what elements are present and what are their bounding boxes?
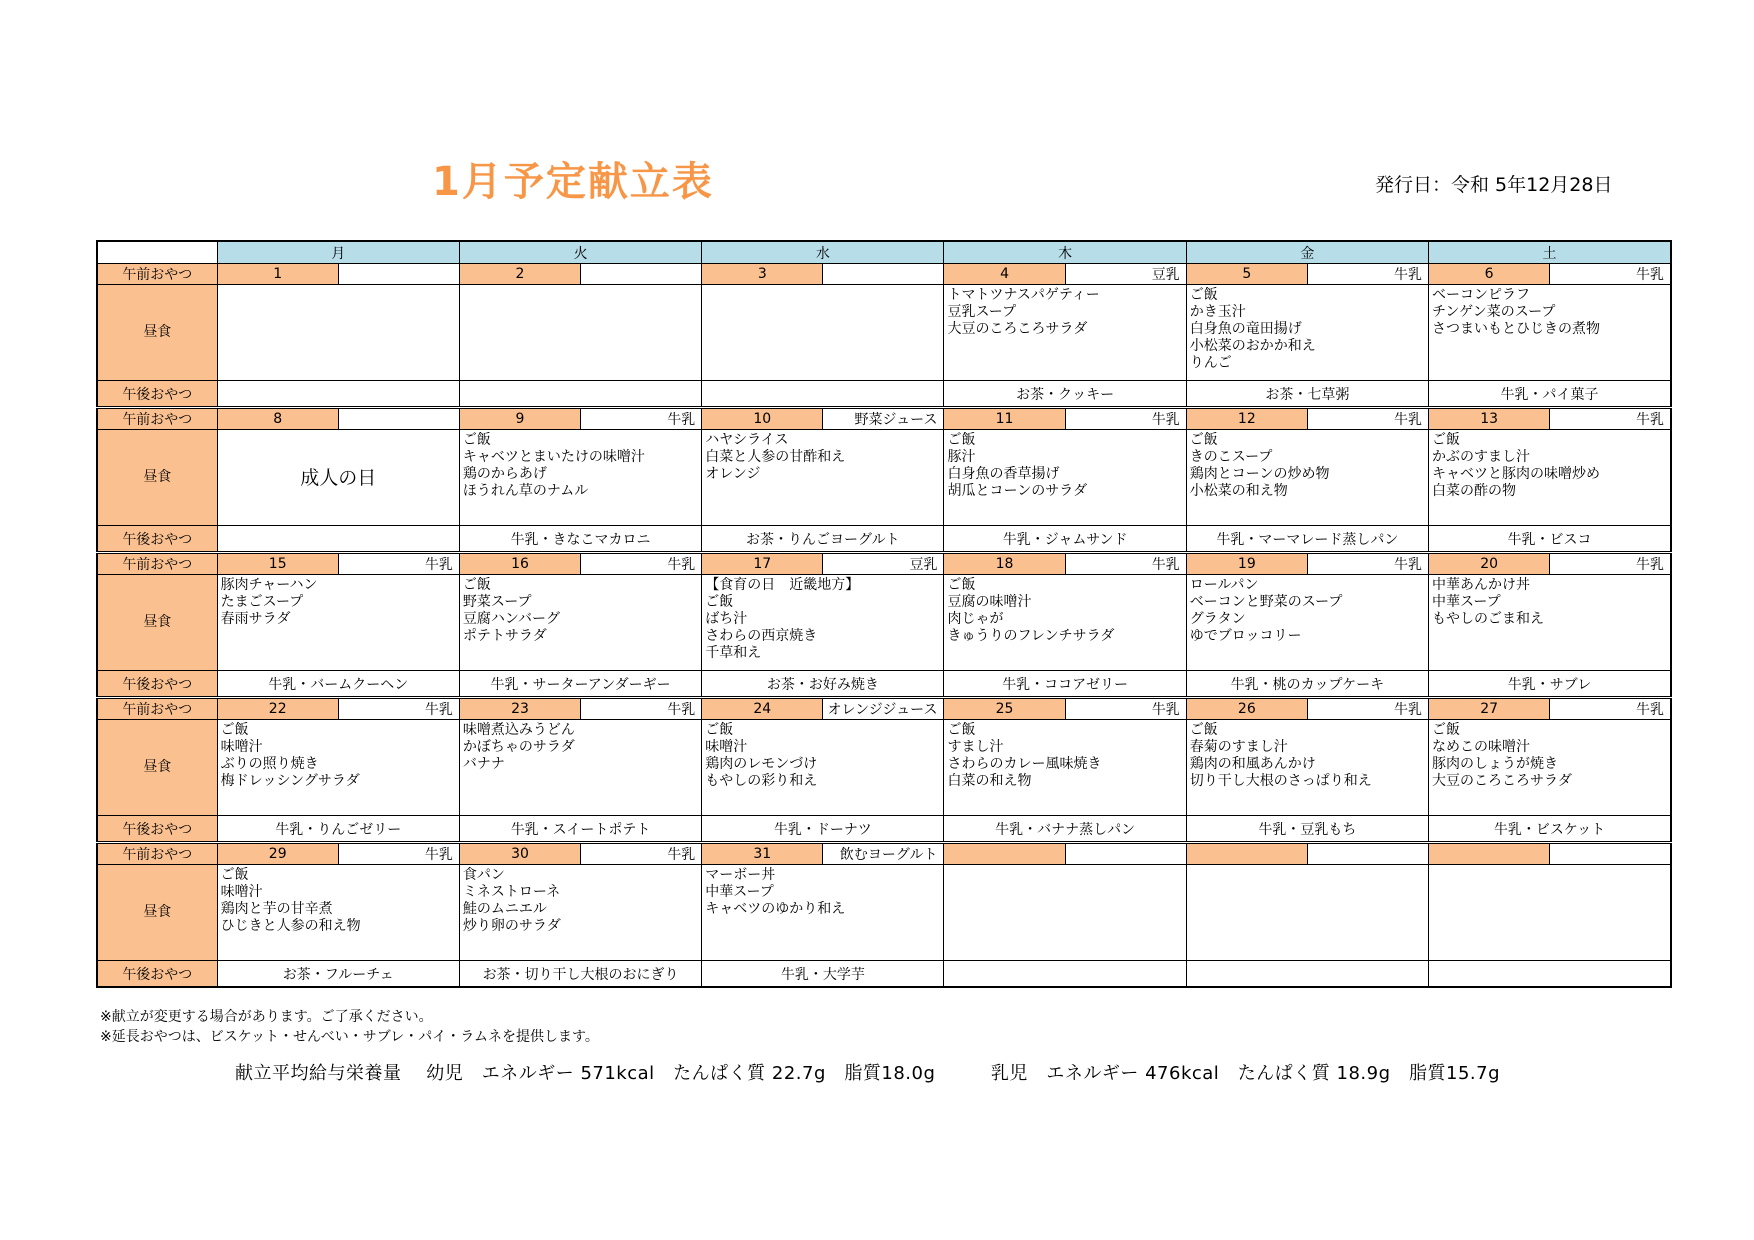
row-label-lunch: 昼食	[97, 720, 217, 816]
lunch-menu	[459, 575, 701, 671]
pm-snack: お茶・フルーチェ	[217, 961, 459, 988]
lunch-item: 味噌汁	[220, 884, 263, 900]
lunch-menu	[459, 865, 701, 961]
lunch-item: 鶏肉とコーンの炒め物	[1189, 466, 1330, 482]
pm-snack: 牛乳・サブレ	[1429, 671, 1671, 698]
lunch-item: ご飯	[947, 722, 976, 738]
lunch-item: さわらの西京焼き	[705, 628, 818, 644]
lunch-menu	[217, 865, 459, 961]
pm-snack: 牛乳・バナナ蒸しパン	[944, 816, 1186, 843]
lunch-item: ゆでブロッコリー	[1189, 628, 1302, 644]
pm-snack	[459, 381, 701, 408]
pm-snack	[1429, 961, 1671, 988]
lunch-item: かぶのすまし汁	[1432, 449, 1531, 465]
pm-snack	[702, 381, 944, 408]
lunch-item: ご飯	[220, 867, 249, 883]
row-label-pm-snack: 午後おやつ	[97, 381, 217, 408]
lunch-item: 小松菜の和え物	[1189, 483, 1288, 499]
lunch-menu	[944, 720, 1186, 816]
row-label-pm-snack: 午後おやつ	[97, 961, 217, 988]
lunch-item: 切り干し大根のさっぱり和え	[1189, 773, 1372, 789]
lunch-menu	[217, 285, 459, 381]
lunch-menu	[1186, 720, 1428, 816]
am-snack-row	[97, 408, 1671, 430]
weekday-header: 木	[944, 241, 1186, 264]
am-drink: 牛乳	[581, 698, 702, 720]
lunch-item: 豚肉チャーハン	[220, 577, 318, 593]
lunch-item: さつまいもとひじきの煮物	[1432, 321, 1601, 337]
lunch-item: グラタン	[1189, 611, 1246, 627]
day-date	[1429, 843, 1550, 865]
page-title: 1月予定献立表	[432, 159, 714, 205]
lunch-item: 味噌汁	[220, 739, 263, 755]
lunch-item: 豚肉のしょうが焼き	[1432, 756, 1559, 772]
lunch-item: ポテトサラダ	[462, 628, 547, 644]
am-snack-row	[97, 264, 1671, 285]
lunch-item: もやしのごま和え	[1432, 611, 1545, 627]
pm-snack: 牛乳・豆乳もち	[1186, 816, 1428, 843]
lunch-item: 中華スープ	[1432, 594, 1501, 610]
lunch-item: ご飯	[220, 722, 249, 738]
lunch-item: トマトツナスパゲティー	[947, 287, 1100, 303]
note-line: ※延長おやつは、ビスケット・せんべい・サブレ・パイ・ラムネを提供します。	[100, 1029, 599, 1045]
menu-table	[96, 240, 1672, 988]
am-snack-row	[97, 843, 1671, 865]
lunch-item: ぶりの照り焼き	[220, 756, 319, 772]
lunch-item: チンゲン菜のスープ	[1432, 304, 1556, 320]
am-drink: 牛乳	[581, 408, 702, 430]
lunch-item: ご飯	[947, 432, 976, 448]
lunch-item: 大豆のころころサラダ	[1432, 773, 1572, 789]
weekday-header: 火	[459, 241, 701, 264]
pm-snack: 牛乳・マーマレード蒸しパン	[1186, 526, 1428, 553]
lunch-item: 中華スープ	[705, 884, 774, 900]
pm-snack	[217, 526, 459, 553]
row-label-am-snack: 午前おやつ	[97, 408, 217, 430]
day-date: 19	[1186, 553, 1307, 575]
am-drink: 牛乳	[581, 843, 702, 865]
lunch-item: ご飯	[1189, 432, 1218, 448]
day-date: 16	[459, 553, 580, 575]
lunch-menu	[459, 720, 701, 816]
lunch-item: すまし汁	[947, 739, 1004, 755]
am-drink	[1065, 843, 1186, 865]
pm-snack: 牛乳・大学芋	[702, 961, 944, 988]
notes	[100, 1007, 599, 1047]
pm-snack: 牛乳・バームクーヘン	[217, 671, 459, 698]
lunch-item: キャベツのゆかり和え	[705, 901, 846, 917]
weekday-header: 月	[217, 241, 459, 264]
day-date: 25	[944, 698, 1065, 720]
lunch-item: 白身魚の香草揚げ	[947, 466, 1060, 482]
lunch-item: 豚汁	[947, 449, 976, 465]
lunch-menu	[1429, 865, 1671, 961]
day-date: 27	[1429, 698, 1550, 720]
lunch-item: きゅうりのフレンチサラダ	[947, 628, 1115, 644]
lunch-row	[97, 285, 1671, 381]
lunch-menu	[1429, 430, 1671, 526]
am-drink: 野菜ジュース	[823, 408, 944, 430]
day-date: 18	[944, 553, 1065, 575]
pm-snack: お茶・りんごヨーグルト	[702, 526, 944, 553]
lunch-menu	[702, 865, 944, 961]
day-date: 8	[217, 408, 338, 430]
day-date: 13	[1429, 408, 1550, 430]
weekday-header: 土	[1429, 241, 1671, 264]
pm-snack: 牛乳・りんごゼリー	[217, 816, 459, 843]
am-drink: 牛乳	[1550, 553, 1671, 575]
lunch-item: 中華あんかけ丼	[1432, 577, 1531, 593]
day-date: 30	[459, 843, 580, 865]
row-label-pm-snack: 午後おやつ	[97, 671, 217, 698]
am-drink: 牛乳	[1065, 408, 1186, 430]
lunch-item: 鶏のからあげ	[462, 466, 547, 482]
lunch-menu	[1429, 720, 1671, 816]
lunch-item: ご飯	[1432, 722, 1461, 738]
lunch-item: 味噌汁	[705, 739, 748, 755]
day-date: 23	[459, 698, 580, 720]
am-drink	[338, 408, 459, 430]
day-date: 2	[459, 264, 580, 285]
day-date: 29	[217, 843, 338, 865]
lunch-item: りんご	[1189, 355, 1232, 371]
am-drink: 牛乳	[1307, 408, 1428, 430]
pm-snack-row	[97, 816, 1671, 843]
lunch-item: ロールパン	[1189, 577, 1259, 593]
day-date: 31	[702, 843, 823, 865]
weekday-header: 金	[1186, 241, 1428, 264]
lunch-item: キャベツと豚肉の味噌炒め	[1432, 466, 1601, 482]
lunch-menu	[1186, 430, 1428, 526]
lunch-item: 小松菜のおかか和え	[1189, 338, 1316, 354]
lunch-item: ご飯	[462, 577, 491, 593]
lunch-row	[97, 865, 1671, 961]
pm-snack: お茶・切り干し大根のおにぎり	[459, 961, 701, 988]
lunch-item: ご飯	[1189, 287, 1218, 303]
header-corner	[97, 241, 217, 264]
row-label-lunch: 昼食	[97, 865, 217, 961]
lunch-menu	[459, 430, 701, 526]
lunch-item: かぼちゃのサラダ	[462, 739, 575, 755]
lunch-menu	[944, 285, 1186, 381]
lunch-item: 鶏肉の和風あんかけ	[1189, 756, 1316, 772]
lunch-menu	[459, 285, 701, 381]
lunch-menu	[702, 285, 944, 381]
lunch-menu	[217, 720, 459, 816]
am-snack-row	[97, 698, 1671, 720]
row-label-lunch: 昼食	[97, 575, 217, 671]
am-drink: 豆乳	[1065, 264, 1186, 285]
am-drink: 牛乳	[1065, 553, 1186, 575]
note-line: ※献立が変更する場合があります。ご了承ください。	[100, 1009, 433, 1025]
am-drink	[1550, 843, 1671, 865]
lunch-item: もやしの彩り和え	[705, 773, 818, 789]
pm-snack: 牛乳・ドーナツ	[702, 816, 944, 843]
lunch-item: バナナ	[462, 756, 505, 772]
am-drink: 牛乳	[338, 843, 459, 865]
weekday-header: 水	[702, 241, 944, 264]
row-label-lunch: 昼食	[97, 430, 217, 526]
weekday-header-row	[97, 241, 1671, 264]
day-date: 9	[459, 408, 580, 430]
am-drink: 牛乳	[338, 698, 459, 720]
lunch-item: 豆腐の味噌汁	[947, 594, 1032, 610]
am-drink	[823, 264, 944, 285]
lunch-item: ハヤシライス	[705, 432, 789, 448]
day-date	[1186, 843, 1307, 865]
lunch-menu	[1429, 285, 1671, 381]
pm-snack-row	[97, 961, 1671, 988]
lunch-item: ほうれん草のナムル	[462, 483, 589, 499]
am-drink: 豆乳	[823, 553, 944, 575]
day-date: 17	[702, 553, 823, 575]
lunch-item: ご飯	[1432, 432, 1461, 448]
lunch-menu	[1186, 575, 1428, 671]
am-drink: 牛乳	[1550, 408, 1671, 430]
am-drink: 牛乳	[1307, 553, 1428, 575]
lunch-item: ベーコンピラフ	[1432, 287, 1531, 303]
day-date: 20	[1429, 553, 1550, 575]
am-drink: 牛乳	[1550, 264, 1671, 285]
lunch-item: 【食育の日 近畿地方】	[705, 577, 860, 593]
day-date: 11	[944, 408, 1065, 430]
pm-snack: 牛乳・ビスケット	[1429, 816, 1671, 843]
row-label-lunch: 昼食	[97, 285, 217, 381]
day-date: 4	[944, 264, 1065, 285]
lunch-item: ご飯	[462, 432, 491, 448]
day-date: 3	[702, 264, 823, 285]
lunch-item: 大豆のころころサラダ	[947, 321, 1088, 337]
pm-snack	[1186, 961, 1428, 988]
lunch-item: かき玉汁	[1189, 304, 1246, 320]
lunch-item: 肉じゃが	[947, 611, 1004, 627]
lunch-item: 野菜スープ	[462, 594, 532, 610]
lunch-menu	[944, 865, 1186, 961]
day-date: 12	[1186, 408, 1307, 430]
pm-snack: 牛乳・きなこマカロニ	[459, 526, 701, 553]
am-drink	[338, 264, 459, 285]
nutrition-summary: 献立平均給与栄養量 幼児 エネルギー 571kcal たんぱく質 22.7g 脂質18.0g 乳児 エネルギー 476kcal たんぱく質 18.9g 脂質15.7g	[235, 1063, 1501, 1084]
am-drink: オレンジジュース	[823, 698, 944, 720]
day-date: 26	[1186, 698, 1307, 720]
am-drink: 牛乳	[1307, 264, 1428, 285]
lunch-item: マーボー丼	[705, 867, 776, 883]
am-drink	[1307, 843, 1428, 865]
day-date: 10	[702, 408, 823, 430]
pm-snack: 牛乳・桃のカップケーキ	[1186, 671, 1428, 698]
lunch-row	[97, 430, 1671, 526]
lunch-menu	[702, 575, 944, 671]
am-drink: 牛乳	[338, 553, 459, 575]
pm-snack: お茶・クッキー	[944, 381, 1186, 408]
am-drink	[581, 264, 702, 285]
lunch-item: 白身魚の竜田揚げ	[1189, 321, 1302, 337]
lunch-item: キャベツとまいたけの味噌汁	[462, 449, 645, 465]
pm-snack-row	[97, 671, 1671, 698]
am-drink: 牛乳	[1065, 698, 1186, 720]
row-label-am-snack: 午前おやつ	[97, 553, 217, 575]
lunch-row	[97, 720, 1671, 816]
lunch-item: ひじきと人参の和え物	[220, 918, 361, 934]
lunch-menu	[702, 430, 944, 526]
lunch-menu	[1186, 285, 1428, 381]
am-drink: 牛乳	[1307, 698, 1428, 720]
lunch-item: 白菜の和え物	[947, 773, 1032, 789]
pm-snack: 牛乳・ココアゼリー	[944, 671, 1186, 698]
lunch-item: たまごスープ	[220, 594, 304, 610]
holiday-label: 成人の日	[217, 430, 459, 526]
pm-snack-row	[97, 381, 1671, 408]
lunch-item: 梅ドレッシングサラダ	[220, 773, 360, 789]
row-label-am-snack: 午前おやつ	[97, 264, 217, 285]
pm-snack: 牛乳・スイートポテト	[459, 816, 701, 843]
pm-snack: 牛乳・ビスコ	[1429, 526, 1671, 553]
day-date: 1	[217, 264, 338, 285]
lunch-item: ベーコンと野菜のスープ	[1189, 594, 1343, 610]
lunch-item: 豆腐ハンバーグ	[462, 611, 560, 627]
am-drink: 牛乳	[1550, 698, 1671, 720]
lunch-item: なめこの味噌汁	[1432, 739, 1531, 755]
day-date: 5	[1186, 264, 1307, 285]
pm-snack	[944, 961, 1186, 988]
lunch-item: ご飯	[705, 594, 734, 610]
lunch-item: 白菜と人参の甘酢和え	[705, 449, 846, 465]
lunch-menu	[944, 575, 1186, 671]
lunch-item: ご飯	[947, 577, 976, 593]
day-date: 24	[702, 698, 823, 720]
lunch-item: 春雨サラダ	[220, 611, 291, 627]
lunch-item: ミネストローネ	[462, 884, 561, 900]
row-label-am-snack: 午前おやつ	[97, 843, 217, 865]
lunch-item: きのこスープ	[1189, 449, 1273, 465]
day-date	[944, 843, 1065, 865]
day-date: 22	[217, 698, 338, 720]
pm-snack: 牛乳・パイ菓子	[1429, 381, 1671, 408]
lunch-item: 白菜の酢の物	[1432, 483, 1517, 499]
lunch-item: 胡瓜とコーンのサラダ	[947, 483, 1088, 499]
am-snack-row	[97, 553, 1671, 575]
lunch-item: 豆乳スープ	[947, 304, 1017, 320]
lunch-item: ご飯	[705, 722, 734, 738]
row-label-pm-snack: 午後おやつ	[97, 816, 217, 843]
lunch-menu	[217, 575, 459, 671]
lunch-item: 鶏肉と芋の甘辛煮	[220, 901, 333, 917]
lunch-menu	[944, 430, 1186, 526]
row-label-pm-snack: 午後おやつ	[97, 526, 217, 553]
pm-snack: お茶・お好み焼き	[702, 671, 944, 698]
pm-snack	[217, 381, 459, 408]
lunch-item: オレンジ	[705, 466, 761, 482]
lunch-item: ご飯	[1189, 722, 1218, 738]
pm-snack: 牛乳・ジャムサンド	[944, 526, 1186, 553]
issue-date: 発行日：令和 5年12月28日	[1375, 174, 1613, 196]
pm-snack: 牛乳・サーターアンダーギー	[459, 671, 701, 698]
am-drink: 牛乳	[581, 553, 702, 575]
lunch-item: 食パン	[462, 867, 505, 883]
pm-snack: お茶・七草粥	[1186, 381, 1428, 408]
lunch-menu	[702, 720, 944, 816]
lunch-item: 炒り卵のサラダ	[462, 918, 561, 934]
lunch-item: 鶏肉のレモンづけ	[705, 756, 818, 772]
lunch-row	[97, 575, 1671, 671]
day-date: 15	[217, 553, 338, 575]
lunch-item: さわらのカレー風味焼き	[947, 756, 1102, 772]
lunch-item: 味噌煮込みうどん	[462, 722, 575, 738]
lunch-menu	[1429, 575, 1671, 671]
pm-snack-row	[97, 526, 1671, 553]
lunch-menu	[1186, 865, 1428, 961]
lunch-item: 千草和え	[705, 645, 762, 661]
lunch-item: 鮭のムニエル	[462, 901, 547, 917]
row-label-am-snack: 午前おやつ	[97, 698, 217, 720]
lunch-item: 春菊のすまし汁	[1189, 739, 1288, 755]
lunch-item: ばち汁	[705, 611, 748, 627]
day-date: 6	[1429, 264, 1550, 285]
am-drink: 飲むヨーグルト	[823, 843, 944, 865]
